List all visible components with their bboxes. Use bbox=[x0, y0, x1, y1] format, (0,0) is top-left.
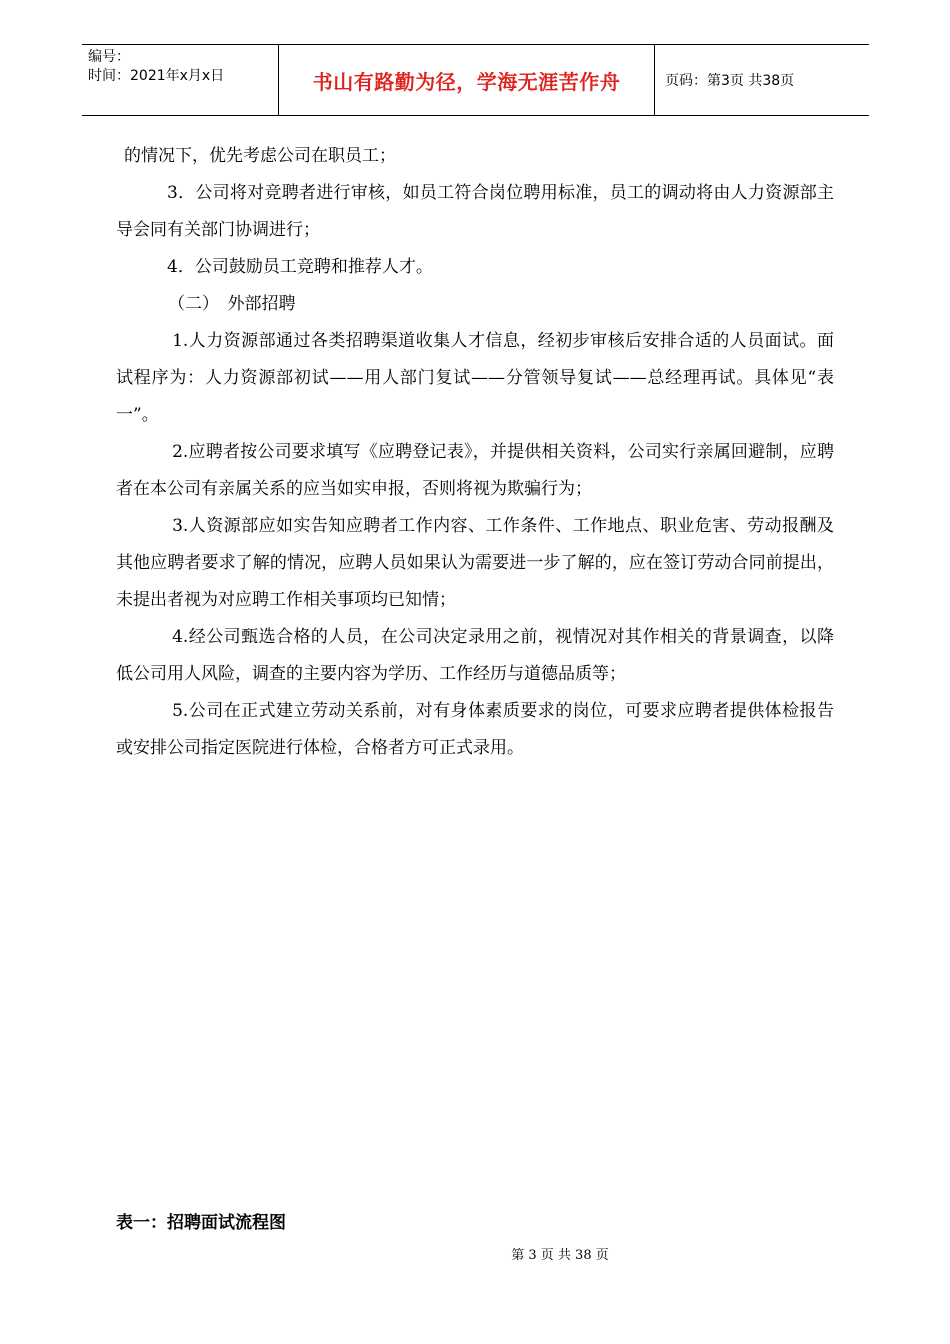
paragraph: 1.人力资源部通过各类招聘渠道收集人才信息，经初步审核后安排合适的人员面试。面试程序为：人力资源部初试——用人部门复试——分管领导复试——总经理再试。具体见“表一”。 bbox=[116, 331, 834, 425]
paragraph: 4.经公司甄选合格的人员，在公司决定录用之前，视情况对其作相关的背景调查，以降低公司用人风险，调查的主要内容为学历、工作经历与道德品质等； bbox=[116, 627, 834, 684]
paragraph: 4．公司鼓励员工竞聘和推荐人才。 bbox=[167, 257, 433, 277]
page-footer: 第 3 页 共 38 页 bbox=[511, 1248, 609, 1263]
paragraph: 3.人资源部应如实告知应聘者工作内容、工作条件、工作地点、职业危害、劳动报酬及其他应聘者要求了解的情况，应聘人员如果认为需要进一步了解的，应在签订劳动合同前提出，未提出者视为对应聘工作相关事项均已知情； bbox=[116, 516, 834, 610]
section-heading: （二） 外部招聘 bbox=[168, 294, 296, 314]
page-header bbox=[82, 44, 869, 116]
document-date: 时间：2021年x月x日 bbox=[88, 68, 225, 84]
table-caption: 表一：招聘面试流程图 bbox=[116, 1213, 286, 1233]
paragraph: 2.应聘者按公司要求填写《应聘登记表》，并提供相关资料，公司实行亲属回避制，应聘者在本公司有亲属关系的应当如实申报，否则将视为欺骗行为； bbox=[116, 442, 834, 499]
paragraph: 5.公司在正式建立劳动关系前，对有身体素质要求的岗位，可要求应聘者提供体检报告或安排公司指定医院进行体检，合格者方可正式录用。 bbox=[116, 701, 834, 758]
paragraph: 3．公司将对竞聘者进行审核，如员工符合岗位聘用标准，员工的调动将由人力资源部主导会同有关部门协调进行； bbox=[116, 183, 834, 240]
document-body bbox=[116, 138, 834, 767]
header-meta bbox=[82, 45, 279, 115]
header-motto: 书山有路勤为径，学海无涯苦作舟 bbox=[279, 45, 655, 115]
document-number: 编号： bbox=[88, 49, 130, 65]
paragraph: 的情况下，优先考虑公司在职员工； bbox=[124, 146, 396, 166]
header-page-info: 页码：第3页 共38页 bbox=[665, 73, 795, 89]
